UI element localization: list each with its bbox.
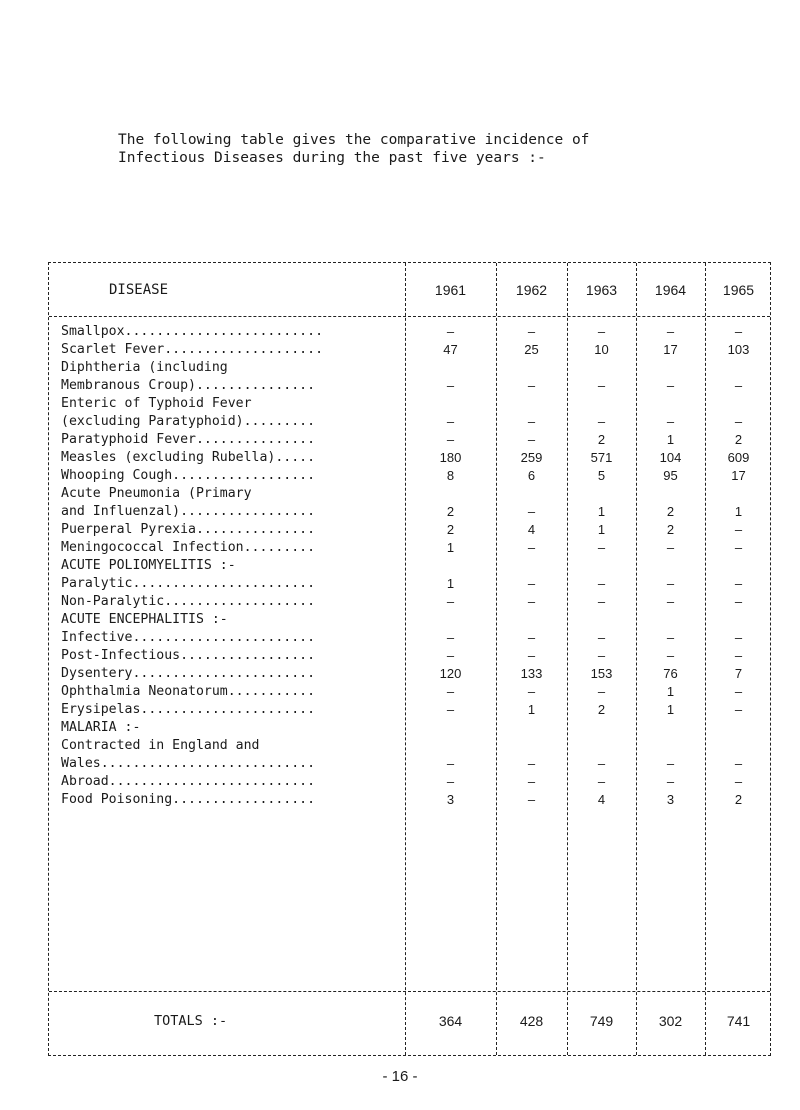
header-divider — [49, 316, 770, 317]
cell-value: 8 — [446, 468, 455, 483]
cell-value: 2 — [597, 702, 606, 717]
cell-value: – — [446, 414, 455, 429]
disease-name: Contracted in England and — [61, 738, 260, 753]
disease-name: MALARIA :- — [61, 720, 141, 735]
disease-name: Acute Pneumonia (Primary — [61, 486, 252, 501]
table-body — [49, 323, 770, 809]
cell-value: 10 — [594, 342, 609, 357]
disease-name: Membranous Croup)............... — [61, 378, 316, 393]
table-row — [49, 755, 770, 773]
table-row — [49, 431, 770, 449]
table-row — [49, 467, 770, 485]
cell-value: 1 — [527, 702, 536, 717]
disease-name: Enteric of Typhoid Fever — [61, 396, 252, 411]
cell-value: 2 — [666, 522, 675, 537]
cell-value: 2 — [597, 432, 606, 447]
table-row — [49, 593, 770, 611]
cell-value: 1 — [446, 540, 455, 555]
cell-value: 1 — [666, 684, 675, 699]
cell-value: – — [527, 594, 536, 609]
cell-value: – — [446, 324, 455, 339]
disease-name: Dysentery....................... — [61, 666, 316, 681]
incidence-table — [48, 262, 771, 1056]
cell-value: 76 — [663, 666, 678, 681]
disease-name: ACUTE POLIOMYELITIS :- — [61, 558, 236, 573]
table-row — [49, 629, 770, 647]
cell-value: 1 — [597, 522, 606, 537]
cell-value: 2 — [446, 504, 455, 519]
cell-value: – — [446, 378, 455, 393]
cell-value: 47 — [443, 342, 458, 357]
cell-value: 3 — [446, 792, 455, 807]
cell-value: – — [527, 630, 536, 645]
cell-value: – — [666, 540, 675, 555]
cell-value: 609 — [727, 450, 750, 465]
table-row — [49, 701, 770, 719]
disease-name: Scarlet Fever.................... — [61, 342, 324, 357]
cell-value: – — [734, 774, 743, 789]
cell-value: – — [666, 630, 675, 645]
cell-value: – — [597, 540, 606, 555]
disease-name: (excluding Paratyphoid)......... — [61, 414, 316, 429]
table-row — [49, 791, 770, 809]
table-row — [49, 611, 770, 629]
cell-value: – — [527, 432, 536, 447]
total-1965: 741 — [726, 1013, 751, 1029]
table-row — [49, 449, 770, 467]
disease-name: Diphtheria (including — [61, 360, 228, 375]
disease-name: Paralytic....................... — [61, 576, 316, 591]
cell-value: – — [527, 648, 536, 663]
cell-value: 2 — [734, 432, 743, 447]
cell-value: – — [734, 648, 743, 663]
cell-value: 3 — [666, 792, 675, 807]
disease-name: Puerperal Pyrexia............... — [61, 522, 316, 537]
cell-value: – — [446, 756, 455, 771]
total-1964: 302 — [658, 1013, 683, 1029]
intro-text: The following table gives the comparative incidence of Infectious Diseases during the past five years :- — [118, 132, 590, 166]
disease-name: Smallpox......................... — [61, 324, 324, 339]
table-row — [49, 683, 770, 701]
cell-value: – — [666, 324, 675, 339]
cell-value: – — [446, 630, 455, 645]
cell-value: – — [597, 378, 606, 393]
disease-name: Whooping Cough.................. — [61, 468, 316, 483]
cell-value: – — [527, 504, 536, 519]
cell-value: 1 — [597, 504, 606, 519]
cell-value: – — [597, 414, 606, 429]
header-year-1962: 1962 — [515, 281, 548, 298]
table-row — [49, 485, 770, 503]
table-row — [49, 359, 770, 377]
cell-value: 7 — [734, 666, 743, 681]
disease-name: Infective....................... — [61, 630, 316, 645]
cell-value: – — [666, 648, 675, 663]
cell-value: – — [734, 594, 743, 609]
disease-name: Non-Paralytic................... — [61, 594, 316, 609]
cell-value: 17 — [731, 468, 746, 483]
cell-value: – — [666, 756, 675, 771]
cell-value: – — [734, 576, 743, 591]
total-1963: 749 — [589, 1013, 614, 1029]
cell-value: – — [734, 540, 743, 555]
table-row — [49, 341, 770, 359]
cell-value: – — [734, 324, 743, 339]
table-row — [49, 737, 770, 755]
header-year-1963: 1963 — [585, 281, 618, 298]
cell-value: – — [666, 594, 675, 609]
cell-value: – — [666, 774, 675, 789]
cell-value: 4 — [527, 522, 536, 537]
total-1962: 428 — [519, 1013, 544, 1029]
cell-value: – — [734, 756, 743, 771]
cell-value: 6 — [527, 468, 536, 483]
cell-value: 4 — [597, 792, 606, 807]
cell-value: 104 — [659, 450, 682, 465]
cell-value: 259 — [520, 450, 543, 465]
cell-value: 180 — [439, 450, 462, 465]
cell-value: 2 — [666, 504, 675, 519]
cell-value: – — [597, 594, 606, 609]
table-row — [49, 377, 770, 395]
cell-value: 2 — [734, 792, 743, 807]
cell-value: – — [597, 774, 606, 789]
cell-value: – — [666, 576, 675, 591]
cell-value: 17 — [663, 342, 678, 357]
cell-value: – — [734, 522, 743, 537]
header-year-1965: 1965 — [722, 281, 755, 298]
cell-value: – — [446, 774, 455, 789]
table-row — [49, 647, 770, 665]
cell-value: – — [446, 594, 455, 609]
cell-value: – — [527, 774, 536, 789]
disease-name: Wales........................... — [61, 756, 316, 771]
disease-name: Meningococcal Infection......... — [61, 540, 316, 555]
disease-name: Ophthalmia Neonatorum........... — [61, 684, 316, 699]
cell-value: 1 — [666, 702, 675, 717]
table-row — [49, 395, 770, 413]
cell-value: 103 — [727, 342, 750, 357]
cell-value: – — [527, 684, 536, 699]
table-row — [49, 539, 770, 557]
cell-value: 95 — [663, 468, 678, 483]
disease-name: Food Poisoning.................. — [61, 792, 316, 807]
disease-name: Erysipelas...................... — [61, 702, 316, 717]
cell-value: – — [597, 756, 606, 771]
cell-value: – — [734, 378, 743, 393]
table-row — [49, 413, 770, 431]
page-number: - 16 - — [382, 1068, 418, 1085]
cell-value: – — [527, 792, 536, 807]
cell-value: 1 — [446, 576, 455, 591]
cell-value: – — [446, 684, 455, 699]
cell-value: – — [527, 576, 536, 591]
disease-name: Measles (excluding Rubella)..... — [61, 450, 316, 465]
disease-name: and Influenzal)................. — [61, 504, 316, 519]
cell-value: – — [597, 630, 606, 645]
cell-value: 1 — [666, 432, 675, 447]
disease-name: Post-Infectious................. — [61, 648, 316, 663]
table-row — [49, 557, 770, 575]
cell-value: 5 — [597, 468, 606, 483]
disease-name: ACUTE ENCEPHALITIS :- — [61, 612, 228, 627]
table-row — [49, 521, 770, 539]
table-row — [49, 575, 770, 593]
cell-value: – — [734, 684, 743, 699]
table-row — [49, 773, 770, 791]
cell-value: – — [734, 702, 743, 717]
cell-value: 25 — [524, 342, 539, 357]
table-row — [49, 503, 770, 521]
cell-value: – — [446, 648, 455, 663]
table-row — [49, 665, 770, 683]
cell-value: – — [527, 414, 536, 429]
cell-value: – — [734, 630, 743, 645]
header-year-1961: 1961 — [434, 281, 467, 298]
cell-value: – — [597, 576, 606, 591]
cell-value: – — [527, 324, 536, 339]
cell-value: 120 — [439, 666, 462, 681]
table-row — [49, 719, 770, 737]
header-disease: DISEASE — [109, 281, 169, 298]
cell-value: – — [666, 414, 675, 429]
disease-name: Paratyphoid Fever............... — [61, 432, 316, 447]
cell-value: – — [527, 756, 536, 771]
cell-value: 2 — [446, 522, 455, 537]
cell-value: 1 — [734, 504, 743, 519]
totals-row — [49, 991, 770, 1051]
total-1961: 364 — [438, 1013, 463, 1029]
cell-value: – — [597, 324, 606, 339]
cell-value: – — [597, 684, 606, 699]
cell-value: – — [734, 414, 743, 429]
disease-name: Abroad.......................... — [61, 774, 316, 789]
header-year-1964: 1964 — [654, 281, 687, 298]
cell-value: – — [666, 378, 675, 393]
cell-value: – — [446, 702, 455, 717]
cell-value: – — [527, 378, 536, 393]
cell-value: 153 — [590, 666, 613, 681]
cell-value: 133 — [520, 666, 543, 681]
cell-value: 571 — [590, 450, 613, 465]
cell-value: – — [527, 540, 536, 555]
cell-value: – — [446, 432, 455, 447]
table-row — [49, 323, 770, 341]
cell-value: – — [597, 648, 606, 663]
totals-label: TOTALS :- — [154, 1013, 228, 1029]
